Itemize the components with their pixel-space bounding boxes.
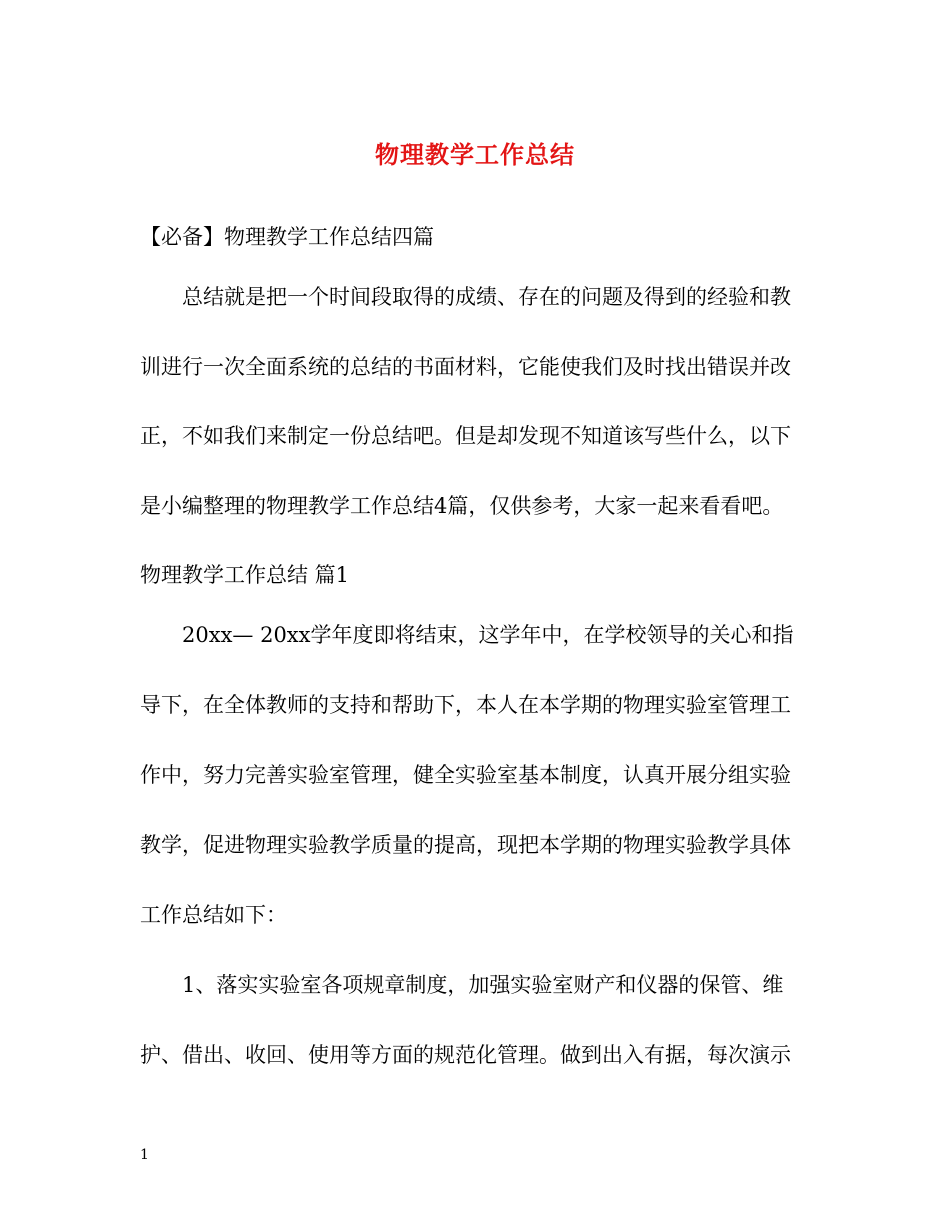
document-title: 物理教学工作总结 bbox=[375, 140, 575, 169]
page-number: 1 bbox=[140, 1147, 149, 1163]
paragraph-line: 教学，促进物理实验教学质量的提高，现把本学期的物理实验教学具体 bbox=[140, 833, 791, 857]
paragraph-line: 工作总结如下： bbox=[140, 903, 287, 927]
paragraph-line: 总结就是把一个时间段取得的成绩、存在的问题及得到的经验和教 bbox=[182, 285, 791, 309]
paragraph-line: 作中，努力完善实验室管理，健全实验室基本制度，认真开展分组实验 bbox=[140, 763, 791, 787]
paragraph-line: 是小编整理的物理教学工作总结4篇，仅供参考，大家一起来看看吧。 bbox=[140, 494, 784, 518]
section-heading: 物理教学工作总结 篇1 bbox=[140, 563, 350, 587]
paragraph-line: 1、落实实验室各项规章制度，加强实验室财产和仪器的保管、维 bbox=[182, 973, 784, 997]
paragraph-line: 导下，在全体教师的支持和帮助下，本人在本学期的物理实验室管理工 bbox=[140, 693, 791, 717]
document-subtitle: 【必备】物理教学工作总结四篇 bbox=[140, 225, 434, 249]
paragraph-line: 护、借出、收回、使用等方面的规范化管理。做到出入有据，每次演示 bbox=[140, 1043, 791, 1067]
paragraph-line: 训进行一次全面系统的总结的书面材料，它能使我们及时找出错误并改 bbox=[140, 355, 791, 379]
paragraph-line: 20xx— 20xx学年度即将结束，这学年中，在学校领导的关心和指 bbox=[182, 623, 794, 647]
paragraph-line: 正，不如我们来制定一份总结吧。但是却发现不知道该写些什么，以下 bbox=[140, 424, 791, 448]
